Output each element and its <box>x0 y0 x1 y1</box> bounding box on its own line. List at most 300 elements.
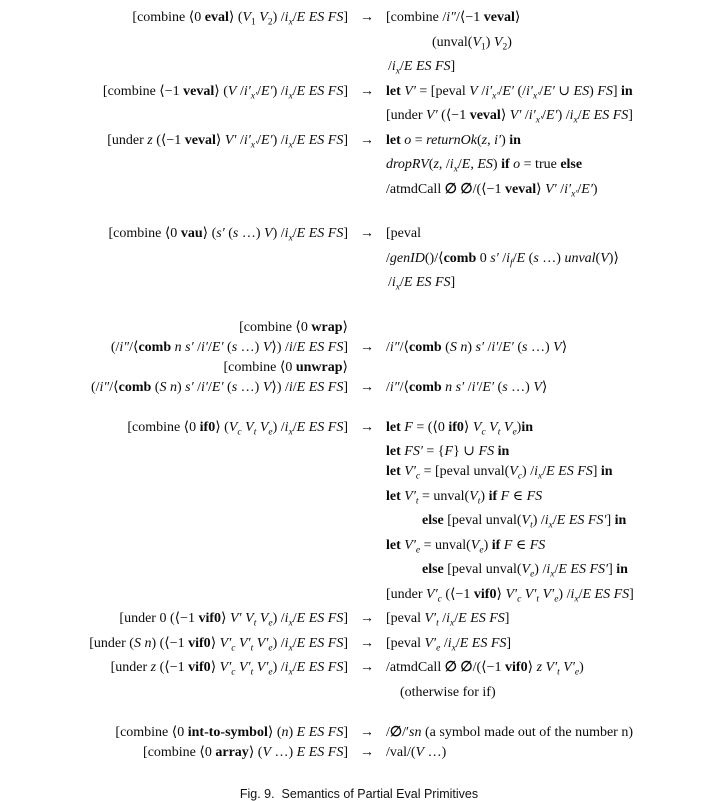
math-seg: ] <box>343 10 348 25</box>
math-seg: t <box>497 427 501 437</box>
rule-line <box>0 358 718 378</box>
math-seg: in <box>509 132 521 148</box>
math-seg: x′ <box>571 189 578 199</box>
math-seg: i′ <box>494 132 502 148</box>
math-seg: ( <box>476 132 482 148</box>
rule-line <box>0 462 718 487</box>
math-seg: ⟩ <box>541 379 548 395</box>
math-seg: i <box>546 562 551 577</box>
math-seg: V <box>493 34 503 50</box>
math-seg: s′ <box>185 379 194 395</box>
math-seg: comb <box>118 379 152 395</box>
math-seg: ⟩ ( <box>267 724 282 740</box>
math-seg: E ES FS <box>296 339 344 355</box>
math-seg: else <box>422 513 444 528</box>
math-seg: ES <box>573 83 590 99</box>
math-seg: (a symbol made out of the number n) <box>421 724 634 740</box>
rule-lhs <box>0 560 348 585</box>
math-seg: V′ <box>524 586 537 602</box>
math-seg: ( <box>525 250 534 266</box>
math-seg: = { <box>422 444 445 459</box>
math-seg: [peval <box>386 226 421 241</box>
rule-rhs <box>386 318 718 338</box>
math-seg: …) <box>538 250 565 266</box>
rule-lhs <box>0 634 348 659</box>
math-seg: ] <box>343 379 348 395</box>
math-seg: ⟩) / <box>271 379 289 395</box>
math-seg: V′ <box>426 108 438 123</box>
math-seg: FS <box>597 83 613 99</box>
rule-line <box>0 378 718 398</box>
math-seg: V <box>533 379 542 395</box>
math-seg: E′ <box>482 379 495 395</box>
math-seg: / <box>292 132 297 148</box>
math-seg: ) / <box>272 83 285 99</box>
math-seg: V <box>472 34 481 50</box>
math-seg: c <box>481 427 486 437</box>
math-seg: (⟨−1 <box>152 132 185 148</box>
math-seg: ⟩ ( <box>214 83 228 99</box>
rule-lhs <box>0 57 348 82</box>
math-seg: veval <box>469 108 501 123</box>
math-seg: / <box>292 379 297 395</box>
math-seg: V′ <box>563 660 575 675</box>
math-seg: V <box>472 419 482 435</box>
math-seg: F <box>404 419 413 435</box>
rule-rhs <box>386 338 718 358</box>
math-seg: E′ <box>502 339 514 355</box>
rule-lhs <box>0 683 348 703</box>
math-seg: V′ <box>424 635 437 651</box>
math-seg: ) <box>483 537 492 553</box>
math-seg: ( <box>223 379 232 395</box>
math-seg: t <box>250 643 254 653</box>
math-seg: ∈ <box>512 537 530 553</box>
rule-lhs <box>0 442 348 462</box>
math-seg: x <box>450 618 455 629</box>
math-seg: x <box>453 164 458 175</box>
rule-lhs <box>0 487 348 512</box>
math-seg: c <box>517 594 522 604</box>
math-seg: s′ <box>455 379 465 395</box>
math-seg: V <box>259 611 269 626</box>
math-seg: s <box>533 250 539 266</box>
math-seg: ] <box>592 464 601 479</box>
rule-lhs <box>0 378 348 398</box>
math-seg: ( <box>595 250 601 266</box>
math-seg: ] <box>612 83 622 99</box>
math-seg: / <box>457 157 462 172</box>
rule-lhs <box>0 511 348 536</box>
rewrite-arrow <box>348 442 386 462</box>
rule-lhs <box>0 743 348 763</box>
math-seg: /atmdCall <box>386 660 445 675</box>
math-seg: genID <box>389 250 425 266</box>
rule-rhs <box>386 358 718 378</box>
math-seg: ( <box>441 339 450 355</box>
math-seg: ] <box>606 513 615 528</box>
math-seg: s′ <box>216 226 225 241</box>
group-gap <box>0 298 718 318</box>
math-seg: ] <box>343 83 348 99</box>
math-seg: / <box>521 108 529 123</box>
rule-lhs <box>0 82 348 107</box>
math-seg: / <box>498 339 503 355</box>
math-seg: V <box>470 537 480 553</box>
math-seg: V′ <box>545 660 558 675</box>
math-seg: E ES FS <box>458 611 505 626</box>
rule-rhs <box>386 224 718 249</box>
math-seg: / <box>484 339 492 355</box>
math-seg: t <box>536 594 540 604</box>
rewrite-arrow: → <box>360 660 374 675</box>
math-seg: [peval <box>386 635 425 651</box>
rule-line <box>0 743 718 763</box>
math-seg: e <box>436 643 441 653</box>
math-seg: if <box>501 157 514 172</box>
math-seg: , / <box>438 157 450 172</box>
math-seg: …) <box>237 339 263 355</box>
math-seg: i″ <box>99 379 110 395</box>
math-seg: ] <box>343 419 348 435</box>
math-seg: / <box>556 181 565 197</box>
rule-rhs <box>386 378 718 398</box>
math-seg: comb <box>138 339 172 355</box>
math-seg: let <box>386 488 405 504</box>
rewrite-arrow: → <box>360 724 374 740</box>
math-seg: ) / <box>272 635 285 651</box>
math-seg: ⟩ <box>210 635 220 651</box>
math-seg: [peval <box>386 611 425 626</box>
math-seg: ⟩ <box>536 181 546 197</box>
math-seg: [under <box>110 660 151 675</box>
math-seg: / <box>578 586 583 602</box>
math-seg: e <box>554 594 559 604</box>
math-seg: E ES FS <box>296 419 344 435</box>
math-seg: ( <box>494 379 503 395</box>
math-seg: E ES FS <box>296 379 344 395</box>
rule-lhs <box>0 318 348 338</box>
math-seg: if <box>491 537 504 553</box>
math-seg: V <box>227 83 237 99</box>
math-seg: t <box>557 667 560 678</box>
math-seg: ) / <box>272 132 285 148</box>
math-seg: if <box>488 488 501 504</box>
math-seg: /(⟨−1 <box>472 660 506 675</box>
math-seg: int-to-symbol <box>187 724 268 740</box>
math-seg: V′ <box>230 611 242 626</box>
math-seg: / <box>577 108 582 123</box>
rewrite-arrow <box>348 462 386 487</box>
math-seg: / <box>386 724 390 740</box>
rule-rhs <box>386 511 718 536</box>
math-seg: / <box>292 226 297 241</box>
math-seg: veval <box>184 132 216 148</box>
rule-line <box>0 442 718 462</box>
math-seg: = <box>411 132 427 148</box>
rule-rhs <box>386 8 718 33</box>
rule-line <box>0 609 718 634</box>
math-seg: [combine ⟨0 <box>239 319 312 335</box>
math-seg: E ES FS <box>296 132 344 148</box>
math-seg: ⟩ ( <box>215 419 229 435</box>
rewrite-arrow: → <box>360 132 374 148</box>
rule-rhs <box>386 743 718 763</box>
math-seg: V <box>262 744 271 760</box>
math-seg: V <box>262 379 272 395</box>
math-seg: ] <box>450 275 456 290</box>
math-seg: in <box>521 419 534 435</box>
rewrite-arrow <box>348 511 386 536</box>
math-seg: in <box>614 513 627 528</box>
math-seg: (/ <box>513 83 527 99</box>
rule-rhs <box>386 585 718 610</box>
math-seg: E ES FS <box>296 660 344 675</box>
math-seg: E ES FS <box>403 275 451 290</box>
rule-rhs <box>386 560 718 585</box>
math-seg: ) / <box>532 513 545 528</box>
math-seg: /⟨ <box>129 339 139 355</box>
math-seg: i″ <box>389 379 400 395</box>
math-seg: …) <box>238 226 265 241</box>
rule-rhs <box>386 131 718 156</box>
math-seg: s <box>231 379 238 395</box>
rule-line <box>0 180 718 205</box>
math-seg: FS′ <box>404 444 423 459</box>
math-seg: let <box>386 419 405 435</box>
math-seg: e <box>415 545 421 555</box>
math-seg: x <box>395 282 400 293</box>
math-seg: i′ <box>485 83 493 99</box>
rewrite-arrow <box>348 180 386 205</box>
math-seg: unval <box>564 250 596 266</box>
math-seg: V <box>503 419 513 435</box>
math-seg: V <box>228 419 238 435</box>
math-seg: eval <box>204 10 229 25</box>
math-seg: n <box>445 379 453 395</box>
math-seg: V′ <box>545 181 557 197</box>
math-seg: / <box>388 275 392 290</box>
math-seg: ) / <box>534 562 547 577</box>
math-seg: V′ <box>509 108 522 123</box>
math-seg: E ES FS′ <box>556 513 607 528</box>
math-seg: x <box>288 233 293 244</box>
math-seg: V <box>469 488 478 504</box>
math-seg: V′ <box>542 586 555 602</box>
math-seg: ] <box>343 226 348 241</box>
math-seg: V <box>469 83 478 99</box>
math-seg: ] <box>343 611 348 626</box>
math-seg: i <box>534 464 538 479</box>
math-seg: [under 0 (⟨−1 <box>119 611 199 626</box>
math-seg: V <box>489 419 498 435</box>
math-seg: / <box>400 59 404 74</box>
math-seg: ( <box>428 157 434 172</box>
rule-rhs <box>386 33 718 58</box>
math-seg: returnOk <box>426 132 477 148</box>
math-seg: ⟩ ( <box>248 744 263 760</box>
math-seg: ) / <box>272 660 285 675</box>
rule-lhs <box>0 418 348 443</box>
math-seg: / <box>292 635 297 651</box>
math-seg: = [peval unval( <box>420 464 510 479</box>
rule-lhs <box>0 131 348 156</box>
math-seg: / <box>440 635 448 651</box>
math-seg: vif0 <box>198 611 222 626</box>
math-seg: i <box>284 83 289 99</box>
math-seg: E ES FS <box>582 586 630 602</box>
rewrite-arrow: → <box>360 635 374 651</box>
math-seg: V <box>264 226 273 241</box>
math-seg: c <box>237 427 242 437</box>
math-seg: / <box>577 181 582 197</box>
math-seg: / <box>438 611 447 626</box>
rule-rhs <box>386 634 718 659</box>
math-seg: ) / <box>272 611 285 626</box>
math-seg: comb <box>408 339 442 355</box>
rule-rhs <box>386 180 718 205</box>
math-seg: ( <box>223 339 232 355</box>
math-seg: in <box>600 464 613 479</box>
math-seg: E ES FS <box>403 59 451 74</box>
rewrite-arrow: → <box>360 226 374 241</box>
math-seg: [combine ⟨0 <box>132 10 205 25</box>
math-seg: / <box>388 59 392 74</box>
math-seg: ()/⟨ <box>424 250 444 266</box>
math-seg: i <box>569 108 574 123</box>
math-seg: array <box>215 744 249 760</box>
math-seg: z <box>433 157 439 172</box>
math-seg: V′ <box>404 488 416 504</box>
math-seg: ) (⟨−1 <box>151 635 189 651</box>
math-seg: [peval unval( <box>443 513 522 528</box>
math-seg: /⟨ <box>399 339 409 355</box>
math-seg: comb <box>408 379 442 395</box>
math-seg: i′ <box>491 339 499 355</box>
math-seg: ) <box>485 34 494 50</box>
math-seg: ⟩ ( <box>202 226 217 241</box>
math-seg: ( <box>151 379 160 395</box>
math-seg: FS <box>529 537 546 553</box>
math-seg: E ES FS <box>296 635 344 651</box>
math-seg: V <box>521 513 531 528</box>
rule-lhs <box>0 536 348 561</box>
math-seg: f <box>510 258 513 268</box>
math-seg: } ∪ <box>453 444 479 459</box>
math-seg: V <box>553 339 562 355</box>
math-seg: veval <box>505 181 537 197</box>
math-seg: [under <box>386 586 427 602</box>
math-seg: ] <box>343 132 348 148</box>
math-seg: veval <box>483 10 515 25</box>
math-seg: ∪ <box>554 83 574 99</box>
math-seg: i <box>284 419 289 435</box>
figure-rules <box>0 8 718 763</box>
math-seg: vif0 <box>473 586 497 602</box>
math-seg: [combine / <box>386 10 447 25</box>
rule-line <box>0 273 718 298</box>
math-seg: ) <box>516 419 522 435</box>
math-seg: z <box>147 132 153 148</box>
math-seg: (⟨−1 <box>441 586 474 602</box>
math-seg: c <box>415 471 421 482</box>
math-seg: / <box>193 339 202 355</box>
math-seg: / <box>208 379 212 395</box>
math-seg: / <box>292 611 297 626</box>
math-seg: [combine ⟨0 <box>108 226 181 241</box>
math-seg: ( <box>513 339 523 355</box>
group-gap <box>0 204 718 224</box>
math-seg: = unval( <box>420 537 471 553</box>
math-seg: i <box>284 635 289 651</box>
math-seg: FS <box>478 444 495 459</box>
math-seg: else <box>422 562 444 577</box>
math-seg: ) / <box>272 419 285 435</box>
math-seg: ⟩ <box>514 10 521 25</box>
math-seg: ) / <box>558 586 571 602</box>
math-seg: / <box>400 275 404 290</box>
math-seg: [combine ⟨−1 <box>102 83 184 99</box>
math-seg: V′ <box>426 586 438 602</box>
math-seg: ] <box>608 562 617 577</box>
rule-lhs <box>0 33 348 58</box>
math-seg: / <box>542 108 546 123</box>
math-seg: i <box>449 157 454 172</box>
math-seg: ( <box>224 226 233 241</box>
math-seg: V <box>259 419 269 435</box>
math-seg: E′ <box>543 83 555 99</box>
rule-lhs <box>0 338 348 358</box>
rule-lhs <box>0 609 348 634</box>
rewrite-arrow <box>348 273 386 298</box>
math-seg: V <box>245 611 254 626</box>
math-seg: ) <box>507 34 512 50</box>
rule-line <box>0 560 718 585</box>
math-seg: ⟩ <box>342 359 348 375</box>
math-seg: t <box>250 667 254 678</box>
rewrite-arrow <box>348 585 386 610</box>
math-seg: V′ <box>424 611 437 626</box>
math-seg: E ES FS <box>581 108 629 123</box>
math-seg: / <box>257 132 261 148</box>
math-seg: / <box>542 464 547 479</box>
rewrite-arrow: → <box>360 339 374 355</box>
math-seg: /⟨−1 <box>456 10 484 25</box>
math-seg: e <box>479 545 484 555</box>
math-seg: vif0 <box>188 660 211 675</box>
rule-rhs <box>386 249 718 274</box>
math-seg: ⟩ <box>221 611 230 626</box>
math-seg: /val/( <box>386 744 416 760</box>
math-seg: ES <box>477 157 493 172</box>
rule-line <box>0 57 718 82</box>
rewrite-arrow <box>348 487 386 512</box>
math-seg: ) <box>579 660 584 675</box>
math-seg: (⟨−1 <box>156 660 189 675</box>
math-seg: ⟩ <box>561 339 568 355</box>
math-seg: ) <box>480 488 489 504</box>
math-seg: = [peval <box>415 83 470 99</box>
math-seg: / <box>386 250 390 266</box>
rewrite-arrow: → <box>360 419 374 435</box>
math-seg: i <box>506 250 511 266</box>
math-seg: [combine ⟨0 <box>223 359 296 375</box>
rule-rhs <box>386 609 718 634</box>
rule-rhs <box>386 658 718 683</box>
math-seg: [peval unval( <box>443 562 522 577</box>
math-seg: ⟩ <box>496 586 506 602</box>
math-seg: (/ <box>110 339 120 355</box>
